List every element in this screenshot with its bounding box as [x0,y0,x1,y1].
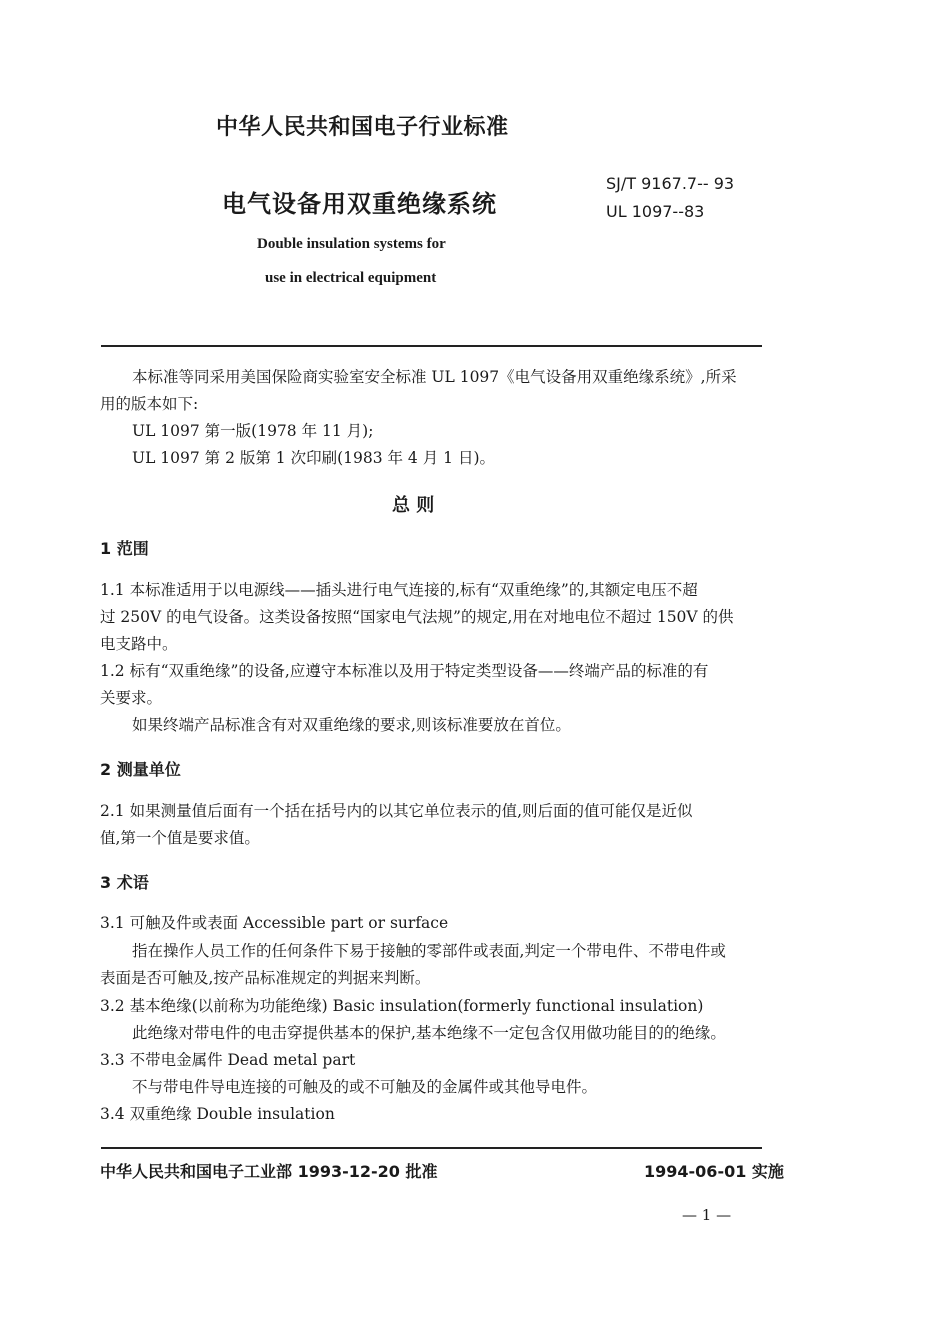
clause-2-1-line1: 2.1 如果测量值后面有一个括在括号内的以其它单位表示的值,则后面的值可能仅是近似 [100,802,693,820]
footer-divider [101,1147,762,1149]
document-title-en-line2: use in electrical equipment [265,270,437,286]
clause-1-1-line1: 1.1 本标准适用于以电源线——插头进行电气连接的,标有“双重绝缘”的,其额定电压不超 [100,581,698,599]
section-2-heading: 2 测量单位 [100,760,181,779]
general-provisions-title: 总 则 [392,495,435,516]
document-title-en-line1: Double insulation systems for [257,236,446,252]
clause-2-1-line2: 值,第一个值是要求值。 [100,829,260,847]
intro-line4: UL 1097 第 2 版第 1 次印刷(1983 年 4 月 1 日)。 [132,449,495,467]
clause-1-2-line3: 如果终端产品标准含有对双重绝缘的要求,则该标准要放在首位。 [132,716,571,734]
clause-3-3-term: 3.3 不带电金属件 Dead metal part [100,1051,356,1069]
section-1-heading: 1 范围 [100,539,149,558]
clause-3-1-term: 3.1 可触及件或表面 Accessible part or surface [100,914,449,932]
clause-1-2-line1: 1.2 标有“双重绝缘”的设备,应遵守本标准以及用于特定类型设备——终端产品的标准的有 [100,662,709,680]
clause-3-1-def-line2: 表面是否可触及,按产品标准规定的判据来判断。 [100,969,431,987]
clause-3-3-def-line1: 不与带电件导电连接的可触及的或不可触及的金属件或其他导电件。 [132,1078,598,1096]
clause-3-4-term: 3.4 双重绝缘 Double insulation [100,1105,335,1123]
clause-3-2-term: 3.2 基本绝缘(以前称为功能绝缘) Basic insulation(formerly functional insulation) [100,997,704,1015]
clause-3-1-def-line1: 指在操作人员工作的任何条件下易于接触的零部件或表面,判定一个带电件、不带电件或 [132,942,726,960]
intro-line1: 本标准等同采用美国保险商实验室安全标准 UL 1097《电气设备用双重绝缘系统》,所采 [132,368,737,386]
page-number: — 1 — [682,1206,732,1224]
implementation-date: 1994-06-01 实施 [644,1162,784,1181]
header-divider [101,345,762,347]
standard-code-sj: SJ/T 9167.7-- 93 [606,174,735,193]
issuing-organization: 中华人民共和国电子行业标准 [216,115,509,140]
clause-1-1-line2: 过 250V 的电气设备。这类设备按照“国家电气法规”的规定,用在对地电位不超过 150V 的供 [100,608,734,626]
section-3-heading: 3 术语 [100,873,149,892]
intro-line3: UL 1097 第一版(1978 年 11 月); [132,422,374,440]
approval-line: 中华人民共和国电子工业部 1993-12-20 批准 [100,1162,438,1181]
clause-1-1-line3: 电支路中。 [100,635,178,653]
clause-1-2-line2: 关要求。 [100,689,163,707]
clause-3-2-def-line1: 此绝缘对带电件的电击穿提供基本的保护,基本绝缘不一定包含仅用做功能目的的绝缘。 [132,1024,726,1042]
intro-line2: 用的版本如下: [100,395,199,413]
document-title-cn: 电气设备用双重绝缘系统 [222,190,497,218]
standard-code-ul: UL 1097--83 [606,202,705,221]
